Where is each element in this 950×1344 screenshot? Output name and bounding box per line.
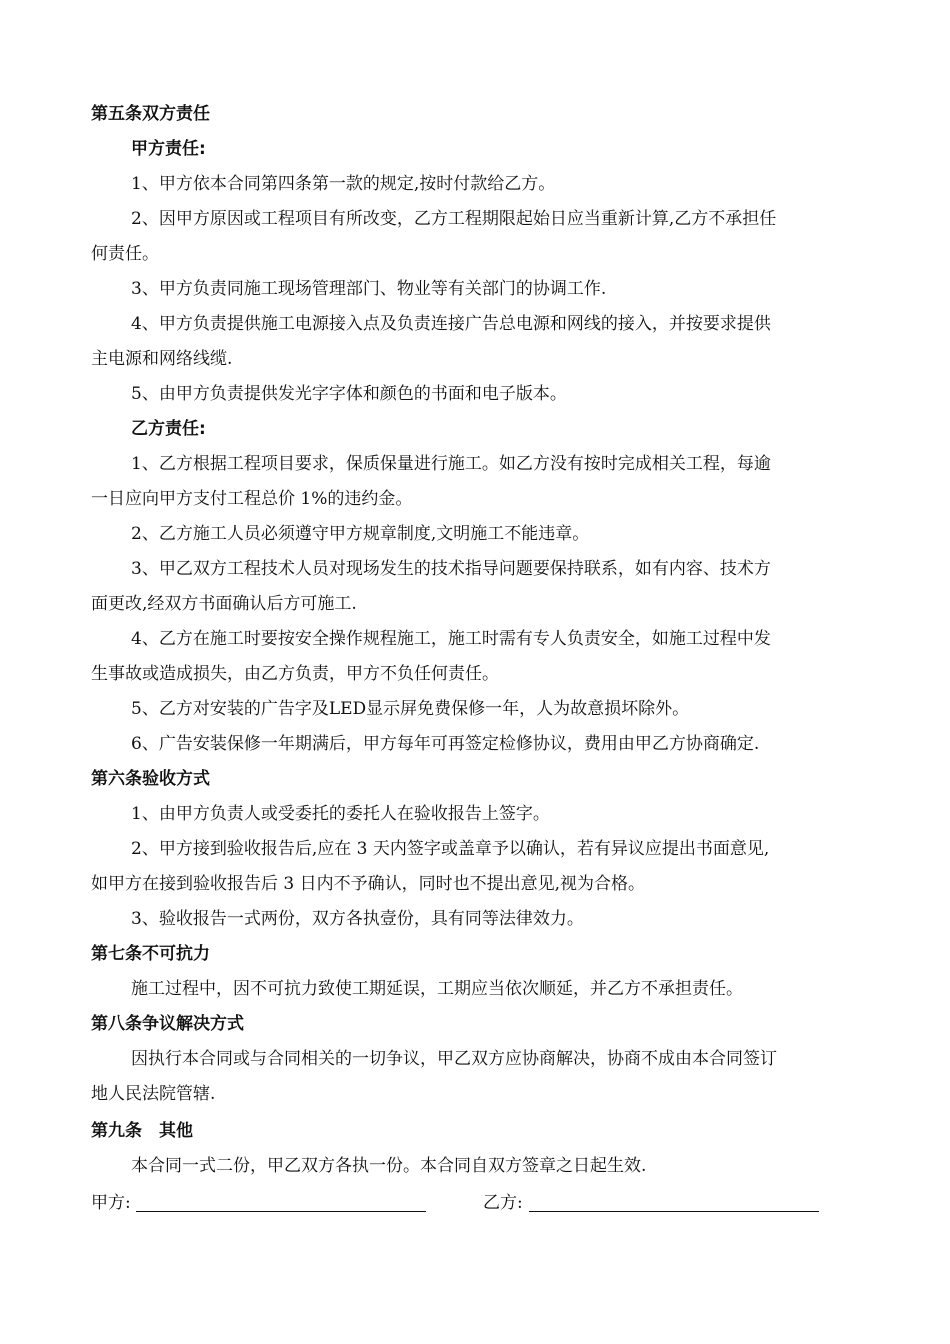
dispute-text-cont: 地人民法院管辖. <box>91 1084 216 1104</box>
section-8-heading: 第八条争议解决方式 <box>91 1014 244 1034</box>
party-b-signature-label: 乙方: <box>483 1193 523 1213</box>
party-a-duty-4: 4、甲方负责提供施工电源接入点及负责连接广告总电源和网线的接入，并按要求提供 <box>131 314 771 334</box>
party-b-duty-5: 5、乙方对安装的广告字及LED显示屏免费保修一年，人为故意损坏除外。 <box>131 699 690 719</box>
party-b-duty-6: 6、广告安装保修一年期满后，甲方每年可再签定检修协议，费用由甲乙方协商确定. <box>131 734 760 754</box>
acceptance-item-3: 3、验收报告一式两份，双方各执壹份，具有同等法律效力。 <box>131 909 584 929</box>
section-5-heading: 第五条双方责任 <box>91 104 210 124</box>
party-a-signature-label: 甲方: <box>91 1193 131 1213</box>
party-a-duty-2-cont: 何责任。 <box>91 244 159 264</box>
section-7-heading: 第七条不可抗力 <box>91 944 210 964</box>
party-a-signature-line[interactable] <box>136 1211 426 1212</box>
other-terms-text: 本合同一式二份，甲乙双方各执一份。本合同自双方签章之日起生效. <box>131 1156 647 1176</box>
party-b-duties-label: 乙方责任: <box>131 419 206 439</box>
section-9-heading: 第九条 其他 <box>91 1121 193 1141</box>
acceptance-item-1: 1、由甲方负责人或受委托的委托人在验收报告上签字。 <box>131 804 550 824</box>
party-a-duties-label: 甲方责任: <box>131 139 206 159</box>
force-majeure-text: 施工过程中，因不可抗力致使工期延误，工期应当依次顺延，并乙方不承担责任。 <box>131 979 743 999</box>
party-a-duty-2: 2、因甲方原因或工程项目有所改变，乙方工程期限起始日应当重新计算,乙方不承担任 <box>131 209 777 229</box>
party-b-signature-line[interactable] <box>529 1211 819 1212</box>
dispute-text: 因执行本合同或与合同相关的一切争议，甲乙双方应协商解决，协商不成由本合同签订 <box>131 1049 777 1069</box>
party-b-duty-1: 1、乙方根据工程项目要求，保质保量进行施工。如乙方没有按时完成相关工程，每逾 <box>131 454 771 474</box>
acceptance-item-2: 2、甲方接到验收报告后,应在 3 天内签字或盖章予以确认，若有异议应提出书面意见, <box>131 839 770 859</box>
party-b-duty-2: 2、乙方施工人员必须遵守甲方规章制度,文明施工不能违章。 <box>131 524 590 544</box>
party-a-duty-5: 5、由甲方负责提供发光字字体和颜色的书面和电子版本。 <box>131 384 567 404</box>
party-a-duty-3: 3、甲方负责同施工现场管理部门、物业等有关部门的协调工作. <box>131 279 607 299</box>
party-b-duty-3-cont: 面更改,经双方书面确认后方可施工. <box>91 594 357 614</box>
party-b-duty-4: 4、乙方在施工时要按安全操作规程施工，施工时需有专人负责安全，如施工过程中发 <box>131 629 771 649</box>
party-b-duty-4-cont: 生事故或造成损失，由乙方负责，甲方不负任何责任。 <box>91 664 499 684</box>
section-6-heading: 第六条验收方式 <box>91 769 210 789</box>
acceptance-item-2-cont: 如甲方在接到验收报告后 3 日内不予确认，同时也不提出意见,视为合格。 <box>91 874 646 894</box>
party-b-duty-1-cont: 一日应向甲方支付工程总价 1%的违约金。 <box>91 489 413 509</box>
party-a-duty-4-cont: 主电源和网络线缆. <box>91 349 233 369</box>
party-b-duty-3: 3、甲乙双方工程技术人员对现场发生的技术指导问题要保持联系，如有内容、技术方 <box>131 559 771 579</box>
party-a-duty-1: 1、甲方依本合同第四条第一款的规定,按时付款给乙方。 <box>131 174 556 194</box>
